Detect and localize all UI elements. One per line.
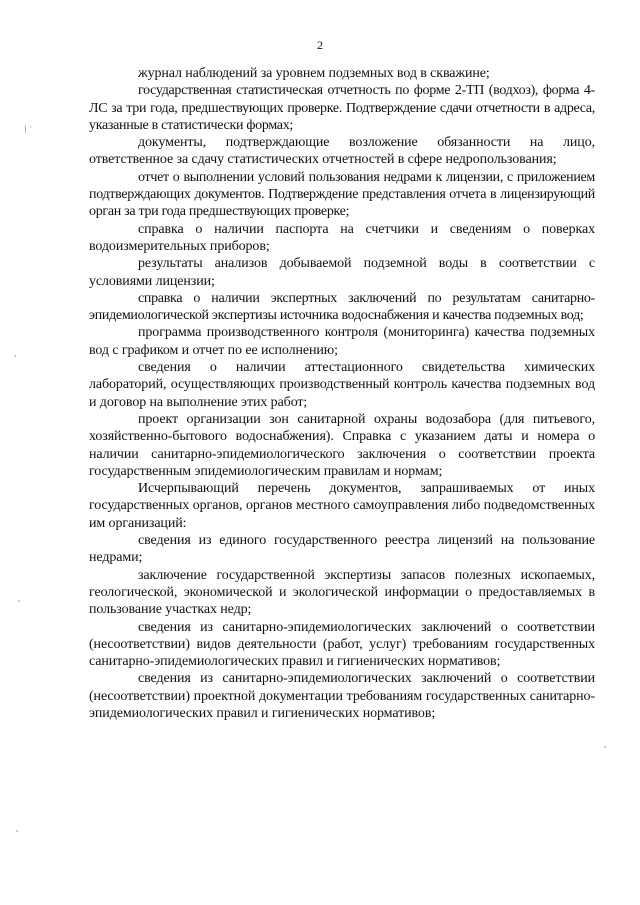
paragraph: сведения из санитарно-эпидемиологических заключений о соответствии (несоответствии) проектной документации требованиям государственных санитарно-эпидемиологических правил и гигиенических нормативов; (89, 671, 595, 721)
paragraph: справка о наличии паспорта на счетчики и сведениям о поверках водоизмерительных приборов; (89, 221, 595, 254)
paragraph: Исчерпывающий перечень документов, запрашиваемых от иных государственных органов, органов местного самоуправления либо подведомственных им организаций: (89, 481, 595, 531)
page-number: 2 (317, 38, 323, 52)
scan-dot (14, 355, 16, 357)
paragraph: документы, подтверждающие возложение обязанности на лицо, ответственное за сдачу статистических отчетностей в сфере недропользования; (89, 135, 595, 168)
paragraph: сведения из единого государственного реестра лицензий на пользование недрами; (89, 533, 595, 566)
paragraph: отчет о выполнении условий пользования недрами к лицензии, с приложением подтверждающих документов. Подтверждение представления отчета в лицензирующий орган за три года предшествующих проверке; (89, 169, 595, 220)
scan-dot (18, 600, 20, 602)
paragraph: результаты анализов добываемой подземной воды в соответствии с условиями лицензии; (89, 256, 595, 289)
paragraph: государственная статистическая отчетность по форме 2-ТП (водхоз), форма 4-ЛС за три года, предшествующих проверке. Подтверждение сдачи отчетности в адреса, указанные в статистически формах; (89, 83, 595, 133)
paragraph: сведения из санитарно-эпидемиологических заключений о соответствии (несоответствии) видов деятельности (работ, услуг) требованиям государственных санитарно-эпидемиологических правил и гигиенических нормативов; (89, 619, 595, 670)
scan-dot (16, 830, 18, 832)
paragraph: справка о наличии экспертных заключений по результатам санитарно-эпидемиологической экспертизы источника водоснабжения и качества подземных вод; (89, 290, 595, 324)
paragraph: сведения о наличии аттестационного свидетельства химических лабораторий, осуществляющих производственный контроль качества подземных вод и договор на выполнение этих работ; (89, 360, 595, 410)
paragraph: проект организации зон санитарной охраны водозабора (для питьевого, хозяйственно-бытового водоснабжения). Справка с указанием даты и номера о наличии санитарно-эпидемиологического заключения о соответствии проекта государственным эпидемиологическим правилам и нормам; (89, 411, 595, 479)
paragraph: программа производственного контроля (мониторинга) качества подземных вод с графиком и отчет по ее исполнению; (89, 325, 595, 358)
scan-dot (604, 746, 606, 748)
paragraph: заключение государственной экспертизы запасов полезных ископаемых, геологической, экономической и экологической информации о предоставляемых в пользование участках недр; (89, 567, 595, 618)
document-body (89, 65, 595, 722)
paragraph: журнал наблюдений за уровнем подземных вод в скважине; (138, 66, 490, 81)
scan-artifact: / · (22, 122, 35, 136)
